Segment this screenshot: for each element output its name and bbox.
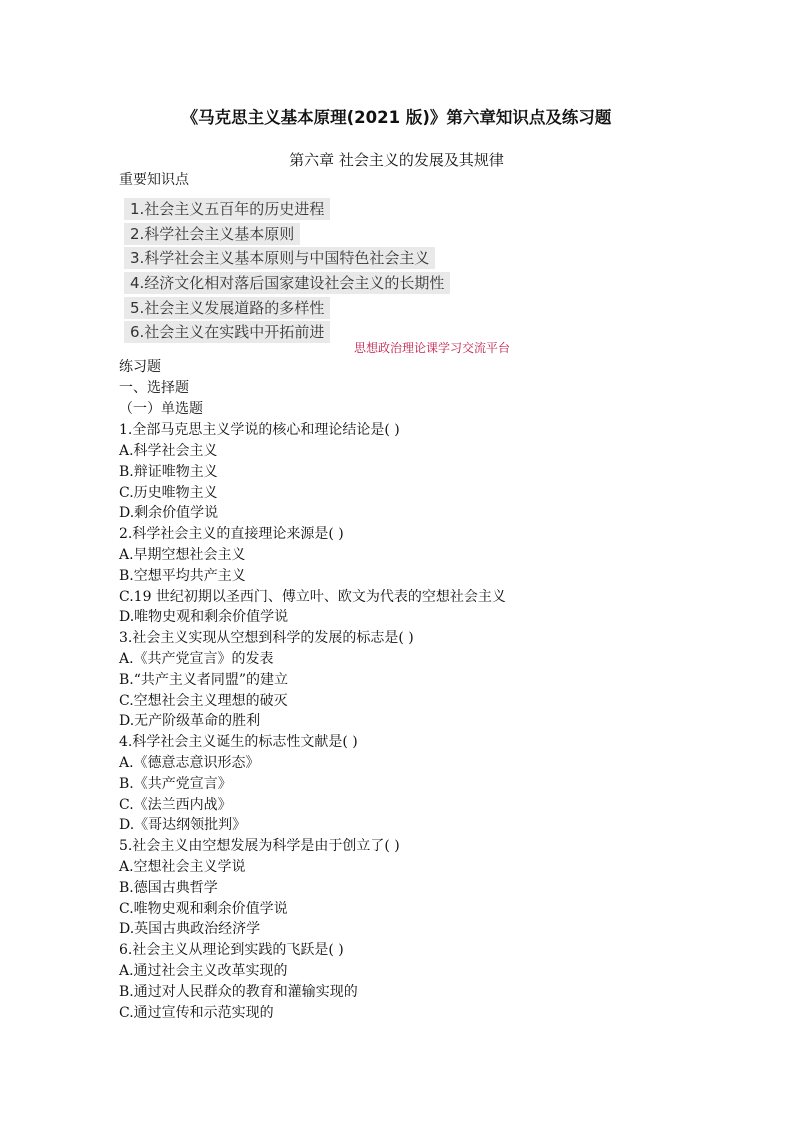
knowledge-points-image	[124, 196, 470, 348]
question-option: A.《共产党宣言》的发表	[119, 651, 274, 667]
question-option: D.剩余价值学说	[119, 505, 219, 521]
document-title: 《马克思主义基本原理(2021 版)》第六章知识点及练习题	[181, 108, 612, 127]
question-option: D.英国古典政治经济学	[119, 921, 261, 937]
question-option: B.《共产党宣言》	[119, 776, 232, 792]
question-option: A.科学社会主义	[119, 443, 218, 459]
knowledge-point: 1.社会主义五百年的历史进程	[124, 198, 330, 220]
subsection-heading: （一）单选题	[119, 401, 203, 417]
question-option: D.《哥达纲领批判》	[119, 817, 247, 833]
question-option: B.空想平均共产主义	[119, 568, 246, 584]
question-option: C.历史唯物主义	[119, 485, 218, 501]
question-option: C.空想社会主义理想的破灭	[119, 693, 288, 709]
question-option: D.唯物史观和剩余价值学说	[119, 609, 289, 625]
question-option: B.德国古典哲学	[119, 880, 218, 896]
knowledge-point: 4.经济文化相对落后国家建设社会主义的长期性	[124, 272, 450, 294]
question-option: A.通过社会主义改革实现的	[119, 963, 288, 979]
question-text: 3.社会主义实现从空想到科学的发展的标志是( )	[119, 630, 414, 646]
question-text: 4.科学社会主义诞生的标志性文献是( )	[119, 734, 358, 750]
question-option: C.《法兰西内战》	[119, 797, 232, 813]
knowledge-point: 3.科学社会主义基本原则与中国特色社会主义	[124, 247, 435, 269]
question-option: C.通过宣传和示范实现的	[119, 1005, 274, 1021]
chapter-title: 第六章 社会主义的发展及其规律	[289, 151, 504, 169]
question-text: 1.全部马克思主义学说的核心和理论结论是( )	[119, 422, 400, 438]
knowledge-point: 6.社会主义在实践中开拓前进	[124, 321, 330, 343]
question-option: A.早期空想社会主义	[119, 547, 246, 563]
question-text: 2.科学社会主义的直接理论来源是( )	[119, 526, 344, 542]
question-option: C.19 世纪初期以圣西门、傅立叶、欧文为代表的空想社会主义	[119, 589, 506, 605]
knowledge-point: 2.科学社会主义基本原则	[124, 223, 300, 245]
question-option: A.《德意志意识形态》	[119, 755, 260, 771]
question-option: B.辩证唯物主义	[119, 464, 218, 480]
exercise-heading: 练习题	[119, 359, 161, 375]
question-option: D.无产阶级革命的胜利	[119, 713, 261, 729]
question-option: B.“共产主义者同盟”的建立	[119, 672, 289, 688]
section-heading: 一、选择题	[119, 380, 189, 396]
knowledge-point: 5.社会主义发展道路的多样性	[124, 297, 330, 319]
question-option: C.唯物史观和剩余价值学说	[119, 901, 288, 917]
knowledge-heading: 重要知识点	[119, 172, 189, 188]
question-text: 6.社会主义从理论到实践的飞跃是( )	[119, 942, 344, 958]
question-text: 5.社会主义由空想发展为科学是由于创立了( )	[119, 838, 400, 854]
question-option: A.空想社会主义学说	[119, 859, 246, 875]
question-option: B.通过对人民群众的教育和灌输实现的	[119, 984, 358, 1000]
watermark-text: 思想政治理论课学习交流平台	[354, 341, 511, 355]
